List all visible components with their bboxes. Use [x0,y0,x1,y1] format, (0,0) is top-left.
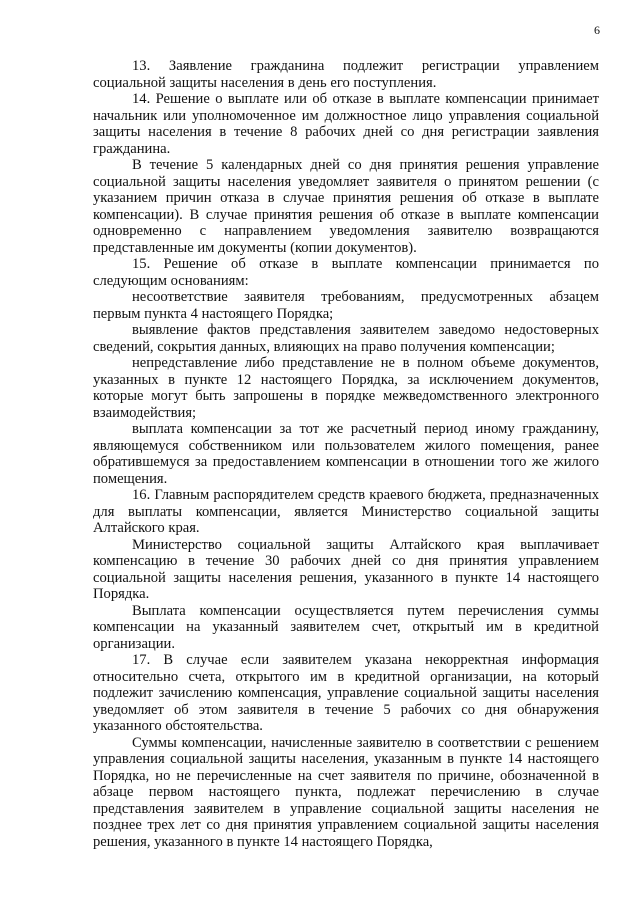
paragraph-16: 16. Главным распорядителем средств краевого бюджета, предназначенных для выплаты компенсации, является Министерство социальной защиты Алтайского края. [93,487,599,536]
paragraph-17-unpaid-sums: Суммы компенсации, начисленные заявителю в соответствии с решением управления социальной защиты населения, указанным в пункте 14 настоящего Порядка, но не перечисленные на счет заявителя по причине, обозначенной в абзаце первом настоящего пункта, подлежат перечислению в случае представления заявителем в управление социальной защиты населения не позднее трех лет со дня принятия управлением социальной защиты населения решения, указанного в пункте 14 настоящего Порядка, [93,734,599,850]
refusal-ground-3: непредставление либо представление не в полном объеме документов, указанных в пункте 12 настоящего Порядка, за исключением документов, которые могут быть запрошены в порядке межведомственного электронного взаимодействия; [93,355,599,421]
refusal-ground-2: выявление фактов представления заявителем заведомо недостоверных сведений, сокрытия данных, влияющих на право получения компенсации; [93,322,599,355]
paragraph-16-payment-method: Выплата компенсации осуществляется путем перечисления суммы компенсации на указанный заявителем счет, открытый им в кредитной организации. [93,602,599,652]
page-number: 6 [594,23,600,37]
refusal-ground-1: несоответствие заявителя требованиям, предусмотренных абзацем первым пункта 4 настоящего Порядка; [93,289,599,322]
paragraph-16-payment-term: Министерство социальной защиты Алтайского края выплачивает компенсацию в течение 30 рабочих дней со дня принятия управлением социальной защиты населения решения, указанного в пункте 14 настоящего Порядка. [93,536,599,602]
document-body [93,58,599,850]
paragraph-17: 17. В случае если заявителем указана некорректная информация относительно счета, открытого им в кредитной организации, на который подлежит зачислению компенсация, управление социальной защиты населения уведомляет об этом заявителя в течение 5 рабочих со дня обнаружения указанного обстоятельства. [93,652,599,734]
refusal-ground-4: выплата компенсации за тот же расчетный период иному гражданину, являющемуся собственником или пользователем жилого помещения, ранее обратившемуся за предоставлением компенсации в отношении того же жилого помещения. [93,421,599,487]
paragraph-15: 15. Решение об отказе в выплате компенсации принимается по следующим основаниям: [93,256,599,289]
paragraph-14-notification: В течение 5 календарных дней со дня принятия решения управление социальной защиты населения уведомляет заявителя о принятом решении (с указанием причин отказа в случае принятия решения об отказе в выплате компенсации). В случае принятия решения об отказе в выплате компенсации одновременно с направлением уведомления заявителю возвращаются представленные им документы (копии документов). [93,157,599,256]
paragraph-14: 14. Решение о выплате или об отказе в выплате компенсации принимает начальник или уполномоченное им должностное лицо управления социальной защиты населения в течение 8 рабочих дней со дня регистрации заявления гражданина. [93,91,599,157]
paragraph-13: 13. Заявление гражданина подлежит регистрации управлением социальной защиты населения в день его поступления. [93,58,599,91]
